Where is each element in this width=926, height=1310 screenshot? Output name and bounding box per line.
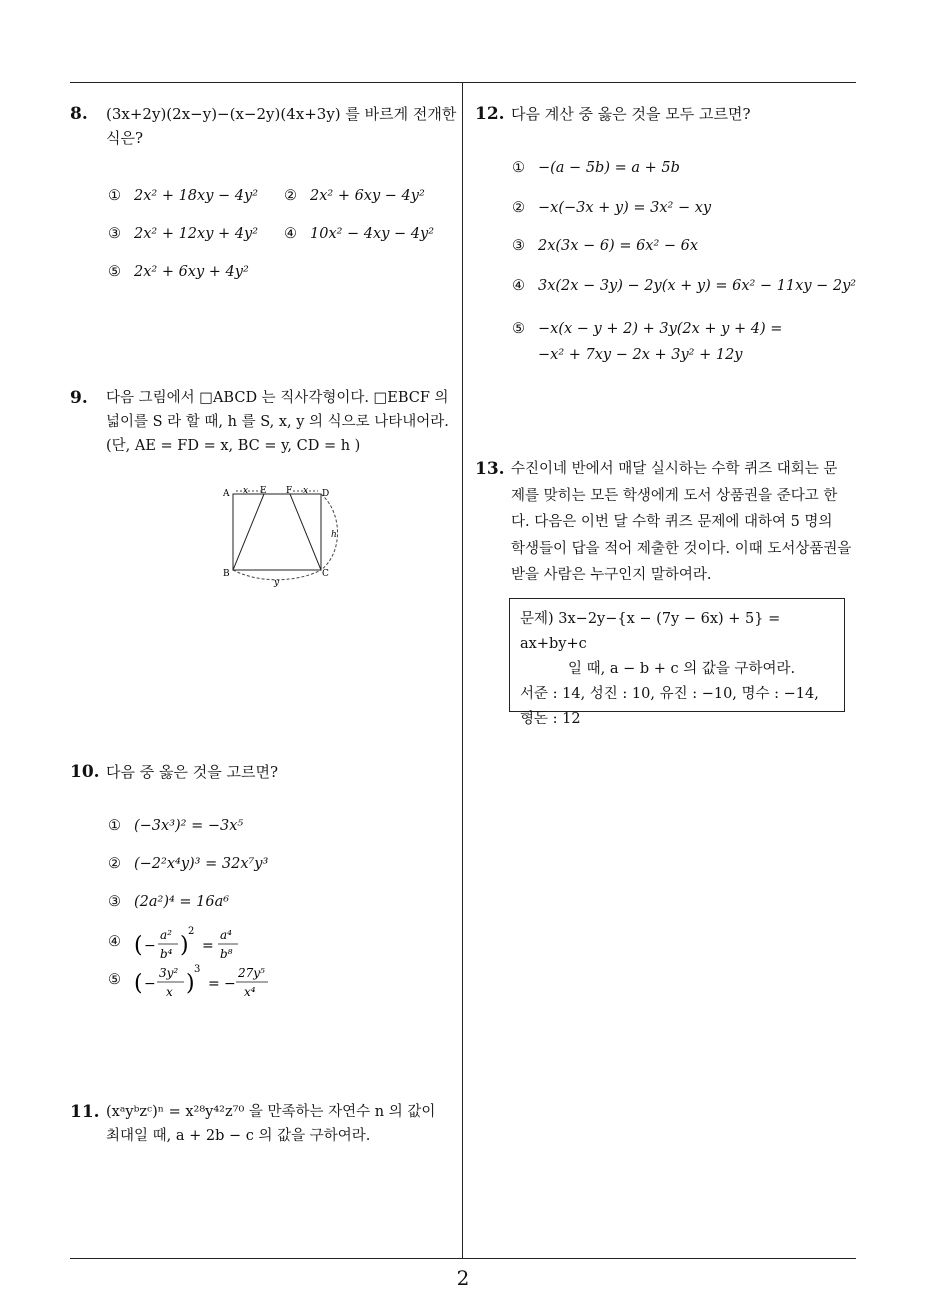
- problem-number: 10.: [70, 762, 100, 782]
- box-line: 일 때, a − b + c 의 값을 구하여라.: [568, 661, 796, 677]
- choice-text: 2x² + 6xy + 4y²: [134, 264, 249, 280]
- problem-text: 다음 계산 중 옳은 것을 모두 고르면?: [511, 105, 751, 123]
- choice-mark: ④: [512, 278, 525, 294]
- choice-mark: ③: [108, 226, 121, 242]
- problem-number: 8.: [70, 104, 88, 124]
- problem-text-line: (단, AE = FD = x, BC = y, CD = h ): [106, 438, 361, 454]
- svg-text:3y²: 3y²: [159, 966, 179, 980]
- column-divider: [462, 82, 463, 1259]
- trapezoid-ebcf: [233, 494, 321, 570]
- choice-mark: ⑤: [108, 264, 121, 280]
- problem-text: [511, 456, 867, 589]
- problem-text-line: 다음 그림에서 □ABCD 는 직사각형이다. □EBCF 의: [106, 390, 449, 406]
- label-x-right: x: [303, 486, 309, 496]
- label-f: F: [286, 486, 293, 496]
- choice-mark: ①: [108, 188, 121, 204]
- label-h: h: [331, 530, 337, 540]
- choice-text-continued: −x² + 7xy − 2x + 3y² + 12y: [538, 347, 743, 363]
- problem-number: 11.: [70, 1102, 100, 1122]
- box-line: 형돈 : 12: [520, 711, 581, 727]
- choice-mark: ②: [512, 200, 525, 216]
- problem-number: 13.: [475, 459, 505, 479]
- problem-text-line: (xᵃyᵇzᶜ)ⁿ = x²⁸y⁴²z⁷⁰ 을 만족하는 자연수 n 의 값이: [106, 1104, 436, 1120]
- choice-text: −(a − 5b) = a + 5b: [538, 160, 680, 176]
- label-d: D: [322, 489, 330, 499]
- label-x-left: x: [243, 486, 249, 496]
- choice-2[interactable]: [284, 188, 425, 204]
- problem-text-line: (3x+2y)(2x−y)−(x−2y)(4x+3y) 를 바르게 전개한: [106, 105, 457, 123]
- choice-mark: ④: [108, 934, 121, 950]
- choice-text: −x(−3x + y) = 3x² − xy: [538, 200, 712, 216]
- problem-text: [106, 386, 462, 458]
- choice-text: (2a²)⁴ = 16a⁶: [134, 894, 230, 910]
- problem-13: [475, 456, 867, 589]
- problem-10: [70, 760, 460, 784]
- label-y: y: [274, 578, 280, 588]
- choice-text: 3x(2x − 3y) − 2y(x + y) = 6x² − 11xy − 2y²: [538, 278, 857, 294]
- choice-mark: ①: [512, 160, 525, 176]
- choice-3[interactable]: [108, 894, 229, 910]
- label-e: E: [260, 486, 267, 496]
- problem-12: [475, 102, 855, 126]
- choice-3[interactable]: [512, 238, 698, 254]
- svg-text:b⁴: b⁴: [160, 947, 173, 961]
- svg-text:3: 3: [194, 964, 201, 975]
- svg-text:(: (: [134, 933, 143, 958]
- choice-mark: ④: [284, 226, 297, 242]
- choice-mark: ②: [284, 188, 297, 204]
- choice-4[interactable]: [512, 278, 856, 294]
- svg-text:b⁸: b⁸: [220, 947, 233, 961]
- svg-text:a⁴: a⁴: [220, 928, 232, 942]
- label-c: C: [322, 569, 329, 579]
- choice-3[interactable]: [108, 226, 258, 242]
- svg-text:x⁴: x⁴: [244, 985, 256, 999]
- choice-text: 2x² + 12xy + 4y²: [134, 226, 259, 242]
- choice-1[interactable]: [108, 188, 258, 204]
- problem-text-line: 최대일 때, a + 2b − c 의 값을 구하여라.: [106, 1128, 371, 1144]
- box-line: 서준 : 14, 성진 : 10, 유진 : −10, 명수 : −14,: [520, 686, 819, 702]
- page-number: 2: [456, 1266, 470, 1290]
- choice-5[interactable]: [512, 316, 782, 368]
- problem-text-line: 다. 다음은 이번 달 수학 퀴즈 문제에 대하여 5 명의: [511, 514, 833, 530]
- choice-text: −x(x − y + 2) + 3y(2x + y + 4) =: [538, 321, 783, 337]
- problem-text-line: 받을 사람은 누구인지 말하여라.: [511, 567, 712, 583]
- svg-text:(: (: [134, 971, 143, 996]
- svg-text:=: =: [202, 938, 214, 954]
- choice-mark: ③: [108, 894, 121, 910]
- svg-text:a²: a²: [160, 928, 172, 942]
- svg-text:27y⁵: 27y⁵: [238, 966, 265, 980]
- problem-text: 다음 중 옳은 것을 고르면?: [106, 763, 279, 781]
- choice-1[interactable]: [512, 160, 680, 176]
- choice-text: (−2²x⁴y)³ = 32x⁷y³: [134, 856, 269, 872]
- choice-mark: ③: [512, 238, 525, 254]
- problem-number: 12.: [475, 104, 505, 124]
- top-rule: [70, 82, 856, 83]
- problem-text: [106, 102, 460, 150]
- problem-8: [70, 102, 460, 150]
- choice-mark: ⑤: [108, 972, 121, 988]
- choice-mark: ②: [108, 856, 121, 872]
- problem-number: 9.: [70, 388, 88, 408]
- problem-text-line: 학생들이 답을 적어 제출한 것이다. 이때 도서상품권을: [511, 540, 852, 557]
- choice-text: 10x² − 4xy − 4y²: [310, 226, 435, 242]
- problem-11: [70, 1100, 462, 1148]
- svg-text:2: 2: [188, 926, 195, 937]
- choice-2[interactable]: [108, 856, 268, 872]
- problem-text-line: 넓이를 S 라 할 때, h 를 S, x, y 의 식으로 나타내어라.: [106, 414, 449, 430]
- svg-text:=: =: [208, 976, 220, 992]
- bottom-rule: [70, 1258, 856, 1259]
- problem-text-line: 제를 맞히는 모든 학생에게 도서 상품권을 준다고 한: [511, 487, 838, 504]
- rectangle-figure: [218, 483, 368, 588]
- choice-mark: ①: [108, 818, 121, 834]
- label-a: A: [223, 489, 230, 499]
- label-b: B: [223, 569, 230, 579]
- box-line: 문제) 3x−2y−{x − (7y − 6x) + 5} = ax+by+c: [520, 611, 781, 652]
- choice-text: 2x² + 18xy − 4y²: [134, 188, 259, 204]
- svg-text:−: −: [144, 976, 156, 992]
- svg-text:x: x: [166, 985, 173, 999]
- svg-text:): ): [180, 933, 189, 958]
- rectangle-abcd: [233, 494, 321, 570]
- svg-text:): ): [186, 971, 195, 996]
- choice-mark: ⑤: [512, 321, 525, 337]
- fraction-expression: [132, 962, 302, 1008]
- problem-text: [106, 1100, 462, 1148]
- choice-2[interactable]: [512, 200, 711, 216]
- svg-text:−: −: [224, 976, 236, 992]
- problem-text-line: 수진이네 반에서 매달 실시하는 수학 퀴즈 대회는 문: [511, 461, 838, 477]
- problem-9: [70, 386, 462, 458]
- choice-1[interactable]: [108, 818, 243, 834]
- problem-text-line: 식은?: [106, 129, 144, 147]
- choice-text: (−3x³)² = −3x⁵: [134, 818, 244, 834]
- choice-text: 2x² + 6xy − 4y²: [310, 188, 425, 204]
- choice-text: 2x(3x − 6) = 6x² − 6x: [538, 238, 699, 254]
- choice-4[interactable]: [284, 226, 434, 242]
- svg-text:−: −: [144, 938, 156, 954]
- question-box: [509, 598, 845, 727]
- choice-5[interactable]: [108, 264, 249, 280]
